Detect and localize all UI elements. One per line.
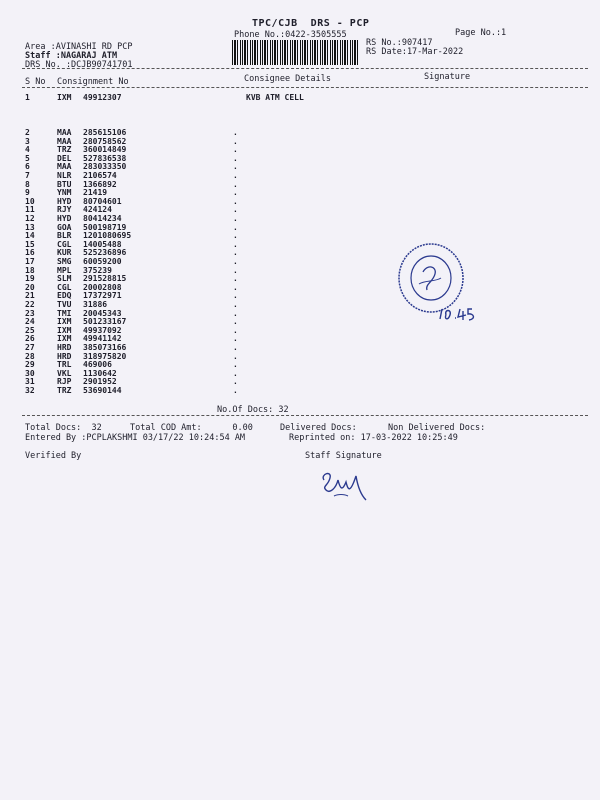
row-sno: 25 [25, 325, 35, 335]
row-code: EDQ [57, 291, 72, 301]
area-label: Area :AVINASHI RD PCP [25, 42, 133, 52]
row-sno: 3 [25, 136, 30, 146]
row-code: BTU [57, 179, 72, 189]
row-sno: 27 [25, 343, 35, 352]
row-sno: 28 [25, 351, 35, 361]
row-marker: . [233, 179, 238, 189]
row-sno: 11 [25, 205, 35, 215]
row-sno: 17 [25, 257, 35, 266]
row-code: SLM [57, 274, 72, 284]
row-consignment-no: 20045343 [83, 308, 122, 318]
row-sno: 7 [25, 171, 30, 180]
row-code: RJY [57, 205, 72, 215]
entered-by: Entered By :PCPLAKSHMI 03/17/22 10:24:54 AM [25, 433, 246, 443]
row-consignment-no: 80704601 [83, 196, 122, 206]
table-row [0, 387, 600, 395]
row-marker: . [233, 222, 238, 232]
row-code: MPL [57, 265, 72, 275]
row-marker: . [233, 265, 238, 275]
row-marker: . [233, 386, 238, 395]
row-marker: . [233, 145, 238, 155]
row-consignment-no: 525236896 [83, 248, 127, 258]
row-code: MAA [57, 128, 72, 137]
rs-date: RS Date:17-Mar-2022 [366, 47, 464, 57]
row-consignment-no: 1366892 [83, 179, 117, 189]
row-sno: 20 [25, 282, 35, 292]
row-code: IXM [57, 317, 72, 327]
row-consignment-no: 49941142 [83, 334, 122, 344]
row-consignment-no: 14005488 [83, 239, 122, 249]
row-consignment-no: 80414234 [83, 214, 122, 223]
table-row [0, 94, 600, 102]
row-consignment-no: 424124 [83, 205, 112, 215]
row-code: MAA [57, 136, 72, 146]
row-sno: 18 [25, 265, 35, 275]
verified-by-label: Verified By [25, 451, 82, 461]
row-consignment-no: 375239 [83, 265, 112, 275]
row-consignment-no: 1130642 [83, 368, 117, 378]
row-consignment-no: 501233167 [83, 317, 127, 327]
row-sno: 24 [25, 317, 35, 327]
row-consignment-no: 49937092 [83, 325, 122, 335]
row-sno: 8 [25, 179, 30, 189]
row-code: YNM [57, 188, 72, 198]
row-code: SMG [57, 257, 72, 266]
row-consignment-no: 500198719 [83, 222, 127, 232]
divider [22, 415, 588, 416]
row-consignment-no: 2901952 [83, 377, 117, 387]
row-sno: 26 [25, 334, 35, 344]
row-sno: 13 [25, 222, 35, 232]
row-sno: 5 [25, 153, 30, 163]
row-consignment-no: 285615106 [83, 128, 127, 137]
row-marker: . [233, 153, 238, 163]
row-marker: . [233, 317, 238, 327]
row-marker: . [233, 274, 238, 284]
row-consignment-no: 49912307 [83, 93, 122, 102]
row-marker: . [233, 231, 238, 241]
row-marker: . [233, 360, 238, 370]
row-sno: 22 [25, 300, 35, 309]
row-sno: 6 [25, 162, 30, 172]
row-consignment-no: 385073166 [83, 343, 127, 352]
row-code: KUR [57, 248, 72, 258]
no-of-docs: No.Of Docs: 32 [217, 405, 289, 415]
row-code: CGL [57, 282, 72, 292]
row-sno: 16 [25, 248, 35, 258]
row-marker: . [233, 377, 238, 387]
phone-number: Phone No.:0422-3505555 [234, 30, 347, 40]
staff-signature-label: Staff Signature [305, 451, 382, 461]
column-consignee: Consignee Details [244, 74, 331, 84]
row-code: TVU [57, 300, 72, 309]
row-marker: . [233, 291, 238, 301]
delivered-docs: Delivered Docs: [280, 423, 357, 433]
drs-number: DRS No. :DCJB90741701 [25, 60, 133, 70]
row-consignment-no: 60059200 [83, 257, 122, 266]
barcode-image [232, 40, 360, 65]
divider [22, 68, 588, 69]
row-sno: 4 [25, 145, 30, 155]
row-marker: . [233, 343, 238, 352]
row-code: TRZ [57, 145, 72, 155]
row-marker: . [233, 214, 238, 223]
row-sno: 12 [25, 214, 35, 223]
row-marker: . [233, 188, 238, 198]
row-consignment-no: 527836538 [83, 153, 127, 163]
row-consignment-no: 53690144 [83, 386, 122, 395]
column-sno: S No [25, 77, 46, 87]
row-marker: . [233, 162, 238, 172]
row-marker: . [233, 239, 238, 249]
document-title: TPC/CJB DRS - PCP [252, 18, 370, 29]
row-marker: . [233, 136, 238, 146]
row-consignment-no: 291528815 [83, 274, 127, 284]
row-consignee: KVB ATM CELL [246, 93, 304, 102]
row-consignment-no: 283033350 [83, 162, 127, 172]
row-code: HYD [57, 214, 72, 223]
row-consignment-no: 1201080695 [83, 231, 132, 241]
row-consignment-no: 20002808 [83, 282, 122, 292]
row-marker: . [233, 351, 238, 361]
row-marker: . [233, 171, 238, 180]
row-code: MAA [57, 162, 72, 172]
staff-label: Staff :NAGARAJ ATM [25, 51, 118, 61]
row-code: CGL [57, 239, 72, 249]
row-consignment-no: 469006 [83, 360, 112, 370]
row-marker: . [233, 368, 238, 378]
row-code: VKL [57, 368, 72, 378]
row-code: IXM [57, 325, 72, 335]
row-marker: . [233, 308, 238, 318]
row-code: IXM [57, 93, 72, 102]
row-code: DEL [57, 153, 72, 163]
column-consignment: Consignment No [57, 77, 129, 87]
row-sno: 10 [25, 196, 35, 206]
row-consignment-no: 360014849 [83, 145, 127, 155]
row-consignment-no: 280758562 [83, 136, 127, 146]
row-code: GOA [57, 222, 72, 232]
row-code: HRD [57, 351, 72, 361]
row-marker: . [233, 205, 238, 215]
row-sno: 9 [25, 188, 30, 198]
row-sno: 2 [25, 128, 30, 137]
row-code: HYD [57, 196, 72, 206]
row-code: TMI [57, 308, 72, 318]
row-sno: 31 [25, 377, 35, 387]
column-signature: Signature [424, 72, 471, 82]
row-sno: 21 [25, 291, 35, 301]
divider [22, 87, 588, 88]
total-docs: Total Docs: 32 [25, 423, 102, 433]
row-sno: 14 [25, 231, 35, 241]
row-marker: . [233, 334, 238, 344]
signature-scribble [318, 466, 372, 506]
row-sno: 19 [25, 274, 35, 284]
page-number: Page No.:1 [455, 28, 507, 38]
row-marker: . [233, 300, 238, 309]
row-sno: 23 [25, 308, 35, 318]
row-code: BLR [57, 231, 72, 241]
row-marker: . [233, 257, 238, 266]
row-code: HRD [57, 343, 72, 352]
row-sno: 29 [25, 360, 35, 370]
row-sno: 1 [25, 93, 30, 102]
total-cod-amount: Total COD Amt: 0.00 [130, 423, 253, 433]
reprinted-on: Reprinted on: 17-03-2022 10:25:49 [289, 433, 458, 443]
row-consignment-no: 31886 [83, 300, 108, 309]
row-code: RJP [57, 377, 72, 387]
row-code: NLR [57, 171, 72, 180]
handwritten-time-note [438, 305, 488, 323]
row-sno: 30 [25, 368, 35, 378]
row-consignment-no: 17372971 [83, 291, 122, 301]
row-code: TRL [57, 360, 72, 370]
row-consignment-no: 318975820 [83, 351, 127, 361]
row-code: IXM [57, 334, 72, 344]
row-sno: 15 [25, 239, 35, 249]
row-marker: . [233, 325, 238, 335]
row-code: TRZ [57, 386, 72, 395]
row-consignment-no: 2106574 [83, 171, 117, 180]
row-marker: . [233, 248, 238, 258]
rs-number: RS No.:907417 [366, 38, 433, 48]
row-consignment-no: 21419 [83, 188, 108, 198]
row-sno: 32 [25, 386, 35, 395]
row-marker: . [233, 128, 238, 137]
row-marker: . [233, 282, 238, 292]
non-delivered-docs: Non Delivered Docs: [388, 423, 486, 433]
row-marker: . [233, 196, 238, 206]
